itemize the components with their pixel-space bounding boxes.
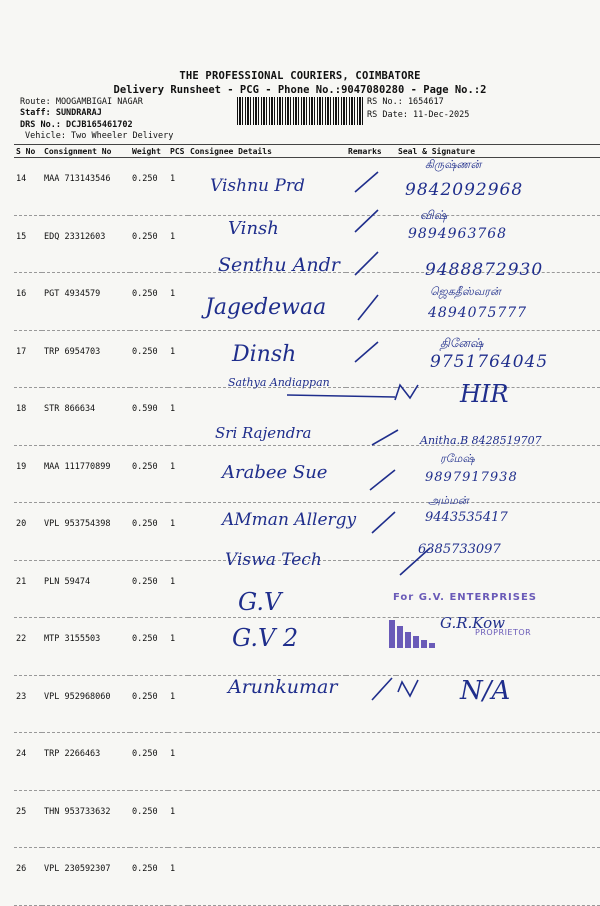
handwriting-remark: N/A — [460, 676, 511, 706]
row-consignee — [188, 790, 346, 848]
handwriting-phone: 9897917938 — [425, 470, 518, 485]
row-weight: 0.250 — [130, 273, 168, 331]
row-consignment: THN 953733632 — [42, 790, 130, 848]
handwriting-phone: 9894963768 — [408, 226, 508, 242]
row-pcs: 1 — [168, 388, 188, 446]
row-consignment: TRP 2266463 — [42, 733, 130, 791]
row-remarks — [346, 790, 396, 848]
row-sno: 20 — [14, 503, 42, 561]
row-pcs: 1 — [168, 790, 188, 848]
row-pcs: 1 — [168, 330, 188, 388]
row-remarks — [346, 158, 396, 216]
handwriting-consignee: Senthu Andr — [218, 254, 340, 276]
row-remarks — [346, 445, 396, 503]
staff-label: Staff: SUNDRARAJ — [20, 108, 102, 118]
handwriting-phone: 6385733097 — [418, 542, 501, 557]
company-title: THE PROFESSIONAL COURIERS, COIMBATORE — [179, 70, 421, 82]
col-consignee: Consignee Details — [188, 145, 346, 158]
rs-number: RS No.: 1654617 — [367, 97, 444, 107]
row-remarks — [346, 388, 396, 446]
handwriting-signature: அம்மன் — [428, 494, 469, 507]
row-sno: 17 — [14, 330, 42, 388]
handwriting-consignee: G.V 2 — [232, 624, 299, 652]
stamp-proprietor: PROPRIETOR — [475, 628, 532, 637]
row-weight: 0.590 — [130, 388, 168, 446]
row-consignment: MAA 111770899 — [42, 445, 130, 503]
row-weight: 0.250 — [130, 848, 168, 906]
handwriting-signature: கிருஷ்ணன் — [425, 158, 482, 171]
row-sno: 24 — [14, 733, 42, 791]
vehicle-label: Vehicle: Two Wheeler Delivery — [25, 131, 174, 141]
row-sno: 15 — [14, 215, 42, 273]
handwriting-phone: 9751764045 — [430, 352, 549, 372]
row-consignment: PGT 4934579 — [42, 273, 130, 331]
runsheet-title: Delivery Runsheet - PCG - Phone No.:9047080280 - Page No.:2 — [113, 84, 487, 96]
row-pcs: 1 — [168, 848, 188, 906]
table-header-row — [14, 145, 600, 158]
row-sno: 26 — [14, 848, 42, 906]
row-consignment: MTP 3155503 — [42, 618, 130, 676]
row-signature — [396, 790, 600, 848]
row-consignment: STR 866634 — [42, 388, 130, 446]
row-sno: 23 — [14, 675, 42, 733]
handwriting-consignee: G.V — [238, 588, 282, 616]
handwriting-remark: HIR — [460, 380, 509, 408]
col-signature: Seal & Signature — [396, 145, 600, 158]
row-consignee — [188, 848, 346, 906]
col-remarks: Remarks — [346, 145, 396, 158]
col-pcs: PCS — [168, 145, 188, 158]
stamp-logo-icon — [385, 612, 445, 652]
row-signature — [396, 733, 600, 791]
row-weight: 0.250 — [130, 675, 168, 733]
handwriting-consignee: Jagedewaa — [205, 295, 327, 320]
handwriting-signature: Anitha.B 8428519707 — [420, 434, 542, 447]
row-consignment: MAA 713143546 — [42, 158, 130, 216]
row-weight: 0.250 — [130, 560, 168, 618]
row-weight: 0.250 — [130, 158, 168, 216]
table-row — [14, 848, 600, 906]
handwriting-signature: ஜெகதீஸ்வரன் — [430, 285, 501, 298]
row-sno: 25 — [14, 790, 42, 848]
row-remarks — [346, 215, 396, 273]
handwriting-phone: 9488872930 — [425, 260, 544, 280]
route-label: Route: MOOGAMBIGAI NAGAR — [20, 97, 143, 107]
row-sno: 19 — [14, 445, 42, 503]
row-pcs: 1 — [168, 215, 188, 273]
row-pcs: 1 — [168, 273, 188, 331]
row-signature — [396, 273, 600, 331]
handwriting-consignee: Vinsh — [228, 218, 279, 239]
handwriting-signature: ரமேஷ் — [440, 452, 475, 465]
row-consignment: VPL 230592307 — [42, 848, 130, 906]
col-weight: Weight — [130, 145, 168, 158]
row-pcs: 1 — [168, 618, 188, 676]
row-consignment: TRP 6954703 — [42, 330, 130, 388]
handwriting-signature: G.R.Kow — [440, 614, 505, 632]
col-sno: S No — [14, 145, 42, 158]
handwriting-signature: தினேஷ் — [440, 336, 484, 350]
handwriting-consignee: Viswa Tech — [225, 550, 322, 570]
row-remarks — [346, 733, 396, 791]
row-signature — [396, 848, 600, 906]
row-sno: 14 — [14, 158, 42, 216]
company-stamp — [385, 592, 545, 652]
row-consignment: VPL 953754398 — [42, 503, 130, 561]
row-weight: 0.250 — [130, 790, 168, 848]
handwriting-consignee: Dinsh — [232, 342, 297, 367]
row-weight: 0.250 — [130, 445, 168, 503]
handwriting-consignee: Vishnu Prd — [210, 176, 305, 196]
handwriting-signature: விஷ் — [420, 208, 448, 222]
row-pcs: 1 — [168, 675, 188, 733]
handwriting-consignee: Arabee Sue — [222, 462, 328, 483]
barcode — [237, 97, 363, 125]
row-weight: 0.250 — [130, 330, 168, 388]
row-pcs: 1 — [168, 733, 188, 791]
row-remarks — [346, 273, 396, 331]
handwriting-consignee: Sathya Andiappan — [228, 376, 330, 389]
row-consignee — [188, 733, 346, 791]
row-consignment: PLN 59474 — [42, 560, 130, 618]
row-sno: 18 — [14, 388, 42, 446]
handwriting-phone: 9443535417 — [425, 510, 508, 525]
handwriting-consignee: AMman Allergy — [222, 510, 357, 530]
rs-date: RS Date: 11-Dec-2025 — [367, 110, 470, 120]
row-pcs: 1 — [168, 560, 188, 618]
handwriting-phone: 4894075777 — [428, 305, 528, 321]
row-remarks — [346, 848, 396, 906]
row-weight: 0.250 — [130, 503, 168, 561]
handwriting-phone: 9842092968 — [405, 180, 524, 200]
drs-number: DRS No.: DCJB165461702 — [20, 120, 133, 130]
row-pcs: 1 — [168, 445, 188, 503]
row-weight: 0.250 — [130, 733, 168, 791]
row-remarks — [346, 330, 396, 388]
row-remarks — [346, 675, 396, 733]
row-consignment: EDQ 23312603 — [42, 215, 130, 273]
row-sno: 21 — [14, 560, 42, 618]
table-row — [14, 790, 600, 848]
row-weight: 0.250 — [130, 618, 168, 676]
table-row — [14, 733, 600, 791]
row-pcs: 1 — [168, 503, 188, 561]
row-weight: 0.250 — [130, 215, 168, 273]
row-pcs: 1 — [168, 158, 188, 216]
handwriting-consignee: Arunkumar — [228, 676, 338, 698]
row-sno: 16 — [14, 273, 42, 331]
row-consignment: VPL 952968060 — [42, 675, 130, 733]
stamp-company: For G.V. ENTERPRISES — [393, 592, 537, 603]
col-consignment: Consignment No — [42, 145, 130, 158]
row-sno: 22 — [14, 618, 42, 676]
handwriting-consignee: Sri Rajendra — [215, 424, 312, 442]
